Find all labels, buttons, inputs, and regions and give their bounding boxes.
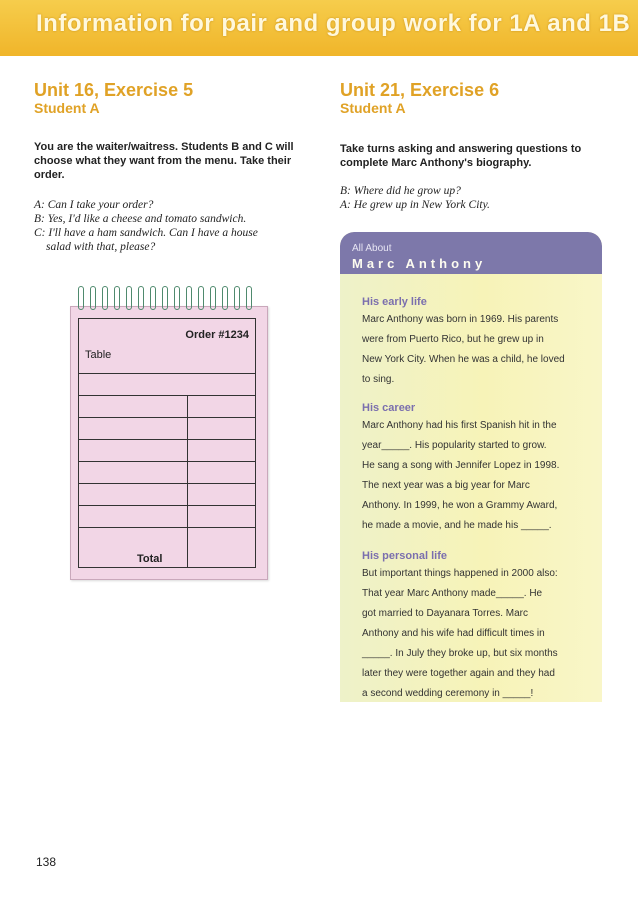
column-divider [187, 395, 188, 567]
order-row [79, 395, 255, 417]
spiral-ring [90, 286, 96, 310]
left-instruction: You are the waiter/waitress. Students B and C will choose what they want from the menu. Take their order. [34, 141, 294, 181]
dialog-line: A: Can I take your order? [34, 199, 154, 211]
spiral-ring [162, 286, 168, 310]
spiral-ring [114, 286, 120, 310]
section-body-personal-life [362, 564, 594, 702]
dialog-line: B: Yes, I'd like a cheese and tomato sandwich. [34, 213, 247, 225]
order-row [79, 527, 255, 549]
section-body-career [362, 416, 594, 536]
dialog-line: C: I'll have a ham sandwich. Can I have a house [34, 227, 258, 239]
order-row [79, 417, 255, 439]
spiral-ring [246, 286, 252, 310]
spiral-ring [126, 286, 132, 310]
spiral-ring [234, 286, 240, 310]
spiral-ring [186, 286, 192, 310]
page-number: 138 [36, 855, 57, 869]
dialog-line: A: He grew up in New York City. [340, 199, 490, 211]
spiral-ring [102, 286, 108, 310]
spiral-ring [174, 286, 180, 310]
text-line: He sang a song with Jennifer Lopez in 1998. [362, 460, 560, 471]
text-line: later they were together again and they had [362, 668, 555, 679]
spiral-ring [198, 286, 204, 310]
text-line: But important things happened in 2000 also: [362, 568, 558, 579]
text-line: Anthony. In 1999, he won a Grammy Award, [362, 500, 558, 511]
dialog-line: salad with that, please? [46, 241, 156, 253]
text-line: Marc Anthony had his first Spanish hit in the [362, 420, 557, 431]
text-line: New York City. When he was a child, he loved [362, 354, 565, 365]
left-unit-title: Unit 16, Exercise 5 [34, 80, 194, 100]
table-label: Table [85, 349, 112, 361]
banner-title: Information for pair and group work for 1A and 1B [36, 10, 631, 37]
right-column [340, 80, 602, 116]
text-line: a second wedding ceremony in _____! [362, 688, 534, 699]
text-line: That year Marc Anthony made_____. He [362, 588, 543, 599]
spiral-ring [222, 286, 228, 310]
order-notepad [70, 286, 266, 578]
right-unit-title: Unit 21, Exercise 6 [340, 80, 500, 100]
right-instruction: Take turns asking and answering questions to complete Marc Anthony's biography. [340, 143, 582, 169]
text-line: The next year was a big year for Marc [362, 480, 530, 491]
left-student-label: Student A [34, 100, 100, 116]
text-line: he made a movie, and he made his _____. [362, 520, 552, 531]
text-line: to sing. [362, 374, 395, 385]
spiral-ring [138, 286, 144, 310]
text-line: were from Puerto Rico, but he grew up in [362, 334, 544, 345]
section-heading-early-life: His early life [362, 296, 427, 308]
section-heading-personal-life: His personal life [362, 550, 447, 562]
dialog-line: B: Where did he grow up? [340, 185, 461, 197]
text-line: year_____. His popularity started to grow. [362, 440, 547, 451]
spiral-ring [150, 286, 156, 310]
left-column [34, 80, 316, 116]
order-row [79, 483, 255, 505]
section-heading-career: His career [362, 402, 416, 414]
right-student-label: Student A [340, 100, 406, 116]
spiral-ring [78, 286, 84, 310]
biography-name: Marc Anthony [352, 256, 487, 271]
all-about-label: All About [352, 243, 392, 254]
order-row [79, 439, 255, 461]
total-label: Total [137, 553, 163, 565]
order-row [79, 373, 255, 395]
spiral-rings [76, 286, 262, 314]
order-row [79, 461, 255, 483]
order-row [79, 505, 255, 527]
biography-body [340, 274, 602, 702]
left-dialog [34, 198, 316, 254]
biography-card [340, 232, 602, 702]
header-banner [0, 0, 638, 56]
order-form [78, 318, 256, 568]
spiral-ring [210, 286, 216, 310]
biography-card-header [340, 232, 602, 274]
section-body-early-life [362, 310, 594, 390]
order-number: Order #1234 [185, 329, 249, 341]
text-line: Marc Anthony was born in 1969. His parents [362, 314, 559, 325]
right-dialog [340, 184, 602, 212]
text-line: got married to Dayanara Torres. Marc [362, 608, 528, 619]
text-line: _____. In July they broke up, but six months [362, 648, 558, 659]
text-line: Anthony and his wife had difficult times in [362, 628, 545, 639]
